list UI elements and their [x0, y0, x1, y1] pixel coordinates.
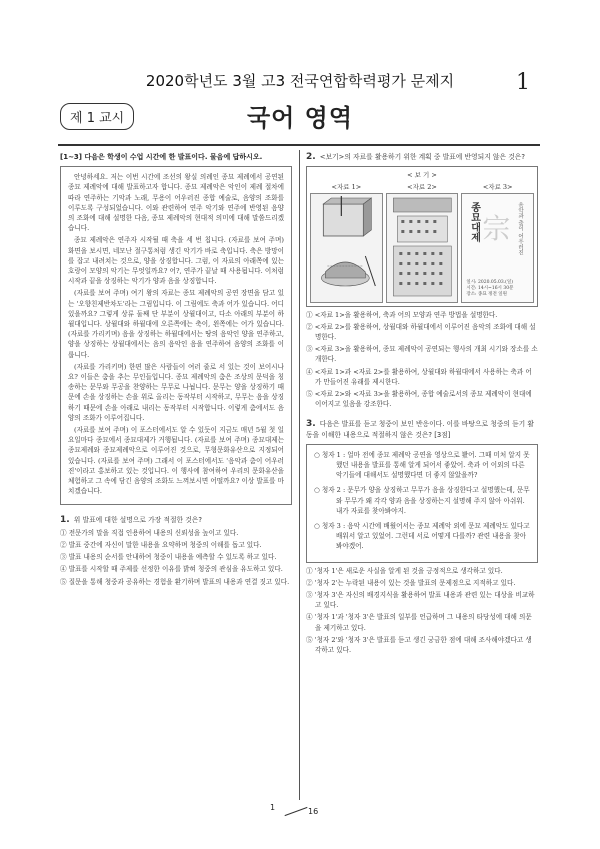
footer-current-page: 1: [270, 803, 276, 812]
choice-list: [60, 528, 292, 587]
choice-item[interactable]: ③ '청자 3'은 자신의 배경지식을 활용하여 발표 내용과 관련 있는 대상을 비교하고 있다.: [306, 591, 535, 610]
question-stem: 다음은 발표를 듣고 청중이 보인 반응이다. 이를 바탕으로 청중의 듣기 활동을 이해한 내용으로 적절하지 않은 것은? [3점]: [306, 420, 534, 439]
bogi-box: [306, 166, 538, 306]
choice-item[interactable]: ⑤ <자료 2>와 <자료 3>을 활용하여, 종합 예술로서의 종묘 제례악이 현대에 이어지고 있음을 강조한다.: [306, 390, 532, 409]
ceremony-drawing-icon: [387, 194, 458, 302]
passage-paragraph: (자료를 보여 주며) 여기 왕의 자료는 종묘 제례악의 공연 장면을 담고 있는 '오향친제반차도'라는 그림입니다. 이 그림에도 축과 어가 있습니다. 어디 있을까요? 그렇게 상류 둘째 단 부분이 상월대이고, 다소 아래의 부분이 하월대입니다. 상월대와 하월대에 오른쪽에는 축이, 왼쪽에는 어가 있습니다. (자료를 가리키며) 음을 상징하는 하월대에서는 땅의 음악인 양을 연주하고, 양을 상징하는 상월대에서는 음의 음악인 음을 연주하여 음양의 조화를 이룹니다.: [68, 289, 284, 359]
poster-slogan: 음악과 춤이 어우러진: [517, 201, 524, 255]
column-divider: [299, 150, 300, 800]
instrument-illustration: [310, 193, 383, 303]
choice-item[interactable]: ① 전문가의 말을 직접 인용하여 내용의 신뢰성을 높이고 있다.: [60, 528, 239, 537]
listener-reaction: ○ 청자 1 : 얼마 전에 종묘 제례악 공연을 영상으로 봤어. 그때 미처 알지 못했던 내용을 발표를 통해 알게 되어서 좋았어. 축과 어 이외의 다른 악기들에 대해서도 설명했다면 더 좋지 않았을까?: [314, 450, 530, 480]
question-2: [306, 152, 538, 409]
question-stem: 위 발표에 대한 설명으로 가장 적절한 것은?: [73, 515, 202, 524]
page-number: 1: [516, 70, 530, 95]
poster-watermark-glyph: 宗: [482, 211, 511, 245]
passage-paragraph: 안녕하세요. 저는 이번 시간에 조선의 왕실 의례인 종묘 제례에서 공연된 종묘 제례악에 대해 발표하고자 합니다. 종묘 제례악은 악인이 제례 절차에 따라 연주하는 기악과 노래, 무용이 어우러진 종합 예술로, 음양의 조화를 이루도록 구성되었습니다. 이와 관련하여 연주 악기와 연주에 반영된 음양의 조화에 대해 설명한 다음, 종묘 제례악의 현대적 의미에 대해 말씀드리겠습니다.: [68, 173, 284, 233]
poster-title: 종묘대제: [468, 201, 480, 242]
choice-item[interactable]: ② <자료 2>를 활용하여, 상월대와 하월대에서 이루어진 음악의 조화에 대해 설명한다.: [306, 322, 536, 342]
right-column: [306, 152, 538, 657]
choice-list: [306, 566, 538, 656]
header-rule: [58, 144, 540, 146]
event-poster: [461, 193, 534, 303]
passage-box: [60, 166, 292, 504]
question-3: [306, 419, 538, 655]
left-column: [60, 152, 292, 589]
question-number: 2.: [306, 152, 316, 162]
footer-total-pages: 16: [308, 807, 319, 816]
material-caption: <자료 1>: [331, 183, 362, 192]
passage-paragraph: 종묘 제례악은 연주자 시작될 때 축을 세 번 칩니다. (자료를 보여 주며) 화면을 보시면, 네모난 절구통처럼 생긴 악기가 바로 축입니다. 축은 방망이를 잡고 내려치는 것으로, 양을 상징합니다. 그럼, 이 자료의 아래쪽에 있는 호랑이 모양의 악기는 무엇일까요? 어?, 연주가 끝날 때 사용됩니다. 이처럼 시작과 끝을 상징하는 악기가 양과 음을 상징합니다.: [68, 236, 284, 286]
question-number: 3.: [306, 419, 316, 430]
subject-title: 국어 영역: [246, 104, 354, 132]
choice-item[interactable]: ⑤ '청자 2'와 '청자 3'은 발표를 듣고 생긴 궁금한 점에 대해 조사해야겠다고 생각하고 있다.: [306, 635, 532, 655]
passage-paragraph: (자료를 보여 주며) 이 포스터에서도 알 수 있듯이 지금도 매년 5월 첫 일요일마다 종묘에서 종묘대제가 거행됩니다. (자료를 보여 주며) 종묘대제는 종묘제례와 종묘제례악으로 이루어진 것으로, 무형문화유산으로 지정되어 있습니다. (자료를 보여 주며) 그래서 이 포스터에서도 '음악과 춤이 어우러진'이라고 홍보하고 있는 것입니다. 이 행사에 참여하여 우리의 문화유산을 체험하고 그 속에 담긴 음양의 조화도 느껴보시면 어떨까요? 이상 발표를 마치겠습니다.: [68, 426, 284, 496]
ceremony-painting: [386, 193, 459, 303]
question-stem: <보기>의 자료를 활용하기 위한 계획 중 발표에 반영되지 않은 것은?: [319, 153, 525, 161]
choice-item[interactable]: ① '청자 1'은 새로운 사실을 알게 된 것을 긍정적으로 생각하고 있다.: [306, 566, 503, 575]
choice-item[interactable]: ③ 발표 내용의 순서를 안내하여 청중이 내용을 예측할 수 있도록 하고 있다.: [60, 553, 277, 562]
choice-item[interactable]: ④ '청자 1'과 '청자 3'은 발표의 일부를 언급하며 그 내용의 타당성에 대해 의문을 제기하고 있다.: [306, 613, 532, 632]
passage-paragraph: (자료를 가리키며) 한편 많은 사람들이 여러 줄로 서 있는 것이 보이시나요? 이들은 춤을 추는 무인들입니다. 종묘 제례악의 춤은 조상의 문덕을 칭송하는 문무와 무공을 찬양하는 무무로 나뉩니다. 문무는 양을 상징하기 때문에 손을 상징하는 손을 위로 올리는 동작부터 시작하고, 무무는 음을 상징하기 때문에 손을 아래로 내리는 동작부터 시작합니다. 이렇게 춤에서도 음양의 조화가 이루어집니다.: [68, 362, 284, 422]
listener-reactions-box: [306, 444, 538, 563]
material-caption: <자료 2>: [407, 183, 437, 192]
session-label: 제 1 교시: [60, 103, 134, 130]
choice-item[interactable]: ③ <자료 3>을 활용하여, 종묘 제례악이 공연되는 행사의 개최 시기와 장소를 소개한다.: [306, 345, 538, 364]
footer-slash: [285, 807, 308, 816]
choice-item[interactable]: ① <자료 1>을 활용하여, 축과 어의 모양과 연주 방법을 설명한다.: [306, 310, 498, 319]
choice-item[interactable]: ⑤ 질문을 통해 청중과 공유하는 경험을 환기하며 발표의 내용과 연결 짓고 있다.: [60, 577, 290, 586]
bogi-title: < 보 기 >: [407, 171, 437, 180]
choice-list: [306, 310, 538, 410]
poster-details: 일시: 2020.05.03.(일) 시간: 14시~16시 30분 장소: 종묘 정전 일원: [466, 279, 514, 297]
material-caption: <자료 3>: [482, 183, 513, 192]
instrument-drawing-icon: [311, 194, 382, 302]
exam-title: 2020학년도 3월 고3 전국연합학력평가 문제지: [145, 72, 455, 90]
choice-item[interactable]: ② '청자 2'는 누락된 내용이 있는 것을 발표의 문제점으로 지적하고 있다.: [306, 578, 516, 587]
page-footer: [260, 803, 340, 819]
listener-reaction: ○ 청자 3 : 음악 시간에 배웠어서는 종묘 제례악 외에 문묘 제례악도 있다고 배워서 알고 있었어. 그런데 서로 어떻게 다를까? 관련 내용을 찾아봐야겠어.: [314, 522, 530, 551]
choice-item[interactable]: ② 발표 중간에 자신이 말한 내용을 요약하며 청중의 이해를 돕고 있다.: [60, 540, 262, 549]
question-number: 1.: [60, 514, 70, 525]
set-instruction: [1~3] 다음은 학생이 수업 시간에 한 발표이다. 물음에 답하시오.: [60, 153, 263, 161]
listener-reaction: ○ 청자 2 : 문무가 양을 상징하고 무무가 음을 상징한다고 설명했는데, 문무와 무무가 왜 각각 양과 음을 상징하는지 설명해 주지 않아 아쉬워. 내가 자료를 찾아봐야지.: [314, 486, 530, 515]
choice-item[interactable]: ④ 발표를 시작할 때 주제를 선정한 이유를 밝혀 청중의 관심을 유도하고 있다.: [60, 565, 283, 574]
question-1: [60, 515, 292, 587]
choice-item[interactable]: ④ <자료 1>과 <자료 2>를 활용하여, 상월대와 하월대에서 사용하는 축과 어가 만들어진 유래를 제시한다.: [306, 367, 532, 386]
